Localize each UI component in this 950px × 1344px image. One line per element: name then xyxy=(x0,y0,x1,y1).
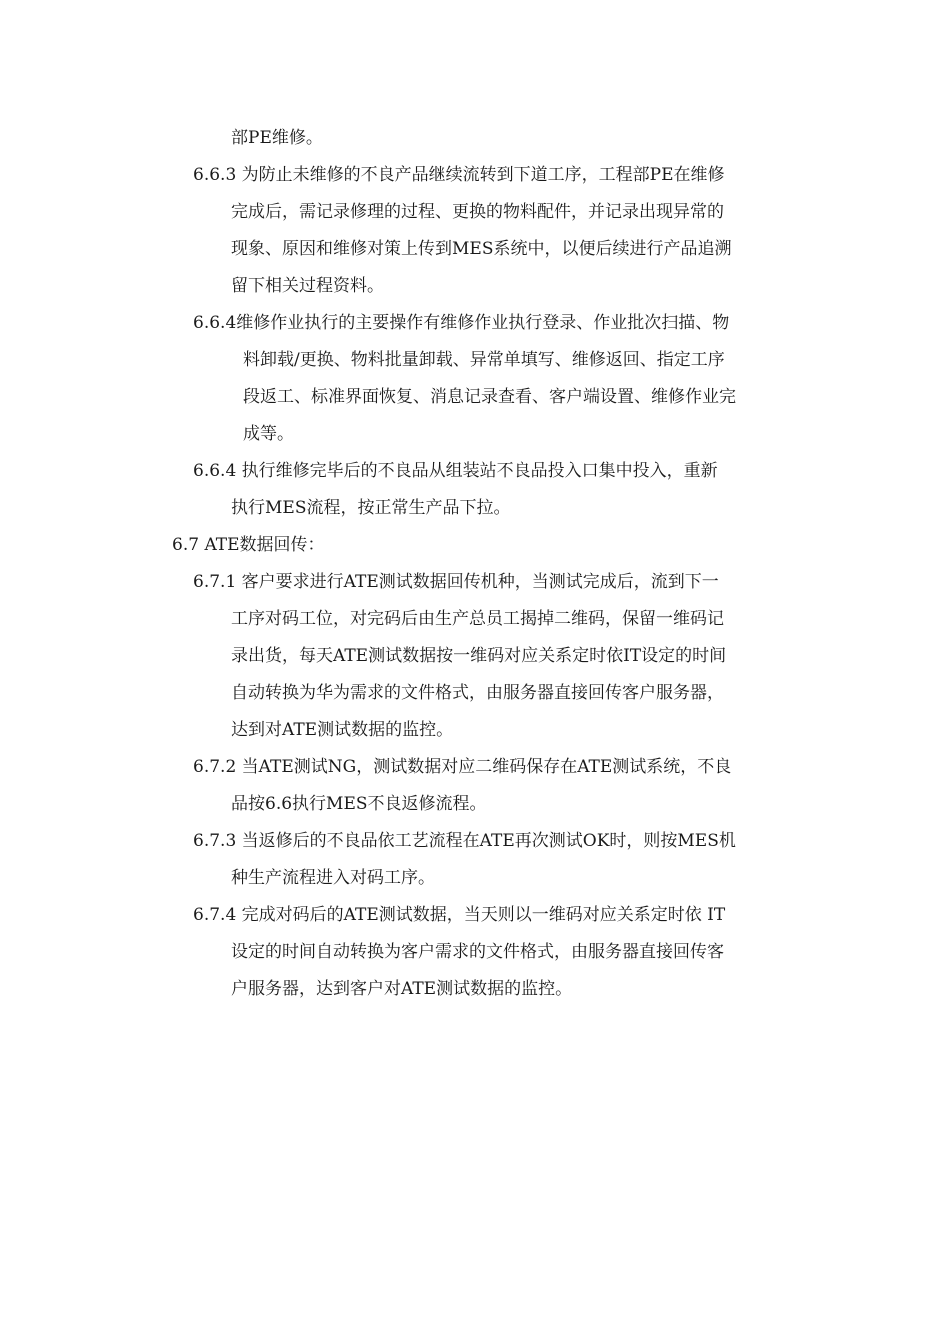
section-6-7-1-line-5: 达到对ATE测试数据的监控。 xyxy=(231,720,454,740)
section-6-6-4a-line-4: 成等。 xyxy=(243,424,294,444)
section-6-6-3-line-2: 完成后，需记录修理的过程、更换的物料配件，并记录出现异常的 xyxy=(231,202,724,222)
section-6-7-1-line-1: 6.7.1 客户要求进行ATE测试数据回传机种，当测试完成后，流到下一 xyxy=(193,572,719,592)
section-6-7-4-line-1: 6.7.4 完成对码后的ATE测试数据，当天则以一维码对应关系定时依 IT xyxy=(193,905,726,925)
section-6-6-4b-line-2: 执行MES流程，按正常生产品下拉。 xyxy=(231,498,511,518)
paragraph-line: 部PE维修。 xyxy=(231,128,323,148)
section-6-6-4a-line-2: 料卸载/更换、物料批量卸载、异常单填写、维修返回、指定工序 xyxy=(243,350,725,370)
section-6-7-4-line-2: 设定的时间自动转换为客户需求的文件格式，由服务器直接回传客 xyxy=(231,942,724,962)
section-6-6-4a-line-1: 6.6.4维修作业执行的主要操作有维修作业执行登录、作业批次扫描、物 xyxy=(193,313,730,333)
section-6-7-3-line-1: 6.7.3 当返修后的不良品依工艺流程在ATE再次测试OK时，则按MES机 xyxy=(193,831,736,851)
section-6-7-1-line-2: 工序对码工位，对完码后由生产总员工揭掉二维码，保留一维码记 xyxy=(231,609,724,629)
section-6-6-3-line-3: 现象、原因和维修对策上传到MES系统中，以便后续进行产品追溯 xyxy=(231,239,732,259)
section-6-6-4a-line-3: 段返工、标准界面恢复、消息记录查看、客户端设置、维修作业完 xyxy=(243,387,736,407)
section-6-7-2-line-2: 品按6.6执行MES不良返修流程。 xyxy=(231,794,487,814)
section-6-6-3-line-4: 留下相关过程资料。 xyxy=(231,276,384,296)
section-6-7-4-line-3: 户服务器，达到客户对ATE测试数据的监控。 xyxy=(231,979,573,999)
section-6-7-2-line-1: 6.7.2 当ATE测试NG，测试数据对应二维码保存在ATE测试系统，不良 xyxy=(193,757,732,777)
section-6-7-heading: 6.7 ATE数据回传： xyxy=(172,535,325,555)
section-6-7-1-line-3: 录出货，每天ATE测试数据按一维码对应关系定时依IT设定的时间 xyxy=(231,646,727,666)
section-6-6-4b-line-1: 6.6.4 执行维修完毕后的不良品从组装站不良品投入口集中投入，重新 xyxy=(193,461,718,481)
section-6-6-3-line-1: 6.6.3 为防止未维修的不良产品继续流转到下道工序，工程部PE在维修 xyxy=(193,165,725,185)
section-6-7-1-line-4: 自动转换为华为需求的文件格式，由服务器直接回传客户服务器， xyxy=(231,683,724,703)
section-6-7-3-line-2: 种生产流程进入对码工序。 xyxy=(231,868,435,888)
